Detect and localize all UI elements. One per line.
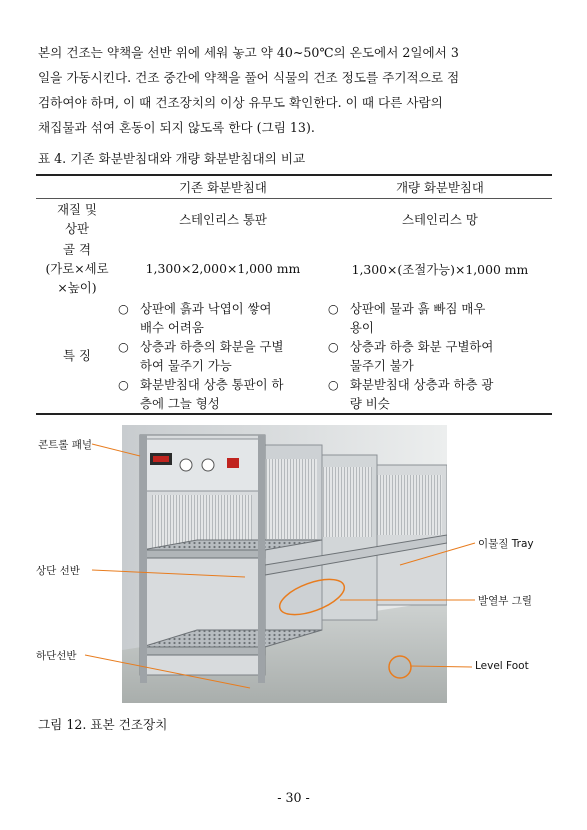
label-lower-shelf: 하단선반 [36,650,77,662]
feature-line: 상판에 흙과 낙엽이 쌓여 [140,300,272,316]
circle-bullet-icon: ○ [118,338,129,354]
feature-item [118,299,328,337]
row-label-material [36,199,118,239]
header-empty [36,175,118,199]
feature-item [328,337,552,375]
circle-bullet-icon: ○ [118,376,129,392]
page-number: - 30 - [277,790,310,805]
circle-bullet-icon: ○ [327,300,339,316]
feature-line: 량 비슷 [349,395,390,411]
feature-item [328,299,552,337]
cell-existing-frame: 1,300×2,000×1,000 mm [145,261,301,276]
feature-item [118,375,328,413]
cell-existing-features [118,299,328,414]
row-label-line: 골 격 [63,242,91,257]
feature-line: 화분받침대 상층과 하층 광 [349,376,494,392]
paragraph-line: 본의 건조는 약책을 선반 위에 세워 놓고 약 40~50℃의 온도에서 2일에서 3 [38,45,459,60]
cell-improved-material: 스테인리스 망 [402,211,478,227]
feature-line: 층에 그늘 형성 [140,395,220,411]
paragraph-line: 일을 가동시킨다. 건조 중간에 약책을 풀어 식물의 건조 정도를 주기적으로 점 [38,70,460,85]
feature-line: 상층과 하층 화분 구별하여 [349,338,494,354]
circle-bullet-icon: ○ [118,300,129,316]
label-level-foot: Level Foot [475,660,529,672]
row-label-frame [36,239,118,299]
feature-item [328,375,552,413]
feature-line: 화분받침대 상층 통판이 하 [140,376,284,392]
body-paragraph [38,40,550,140]
table-row-material [36,199,552,239]
comparison-table [36,174,552,415]
cell-improved-frame: 1,300×(조절가능)×1,000 mm [351,261,529,277]
row-label-line: 재질 및 [57,201,97,217]
table-row-frame [36,239,552,299]
row-label-line: (가로×세로 [45,261,109,276]
feature-line: 하여 물주기 가능 [140,357,232,373]
drying-apparatus-photo [122,425,447,703]
table-header-row [36,175,552,199]
header-improved: 개량 화분받침대 [328,175,552,199]
row-label-line: 상판 [65,220,89,236]
feature-line: 상판에 물과 흙 빠짐 매우 [349,300,486,316]
feature-line: 용이 [349,319,374,335]
feature-line: 물주기 불가 [349,357,414,373]
table-caption: 표 4. 기존 화분받침대와 개량 화분받침대의 비교 [38,151,306,166]
label-tray: 이물질 Tray [478,538,534,550]
paragraph-line: 검하여야 하며, 이 때 건조장치의 이상 유무도 확인한다. 이 때 다른 사람의 [38,95,443,110]
label-control-panel: 콘트롤 패널 [38,439,93,451]
header-existing: 기존 화분받침대 [118,175,328,199]
figure-caption: 그림 12. 표본 건조장치 [38,717,168,732]
circle-bullet-icon: ○ [327,376,339,392]
label-upper-shelf: 상단 선반 [36,565,80,577]
circle-bullet-icon: ○ [327,338,339,354]
row-label-line: ×높이) [57,280,97,295]
feature-item [118,337,328,375]
cell-improved-features [328,299,552,414]
feature-line: 상층과 하층의 화분을 구별 [140,338,284,354]
label-heater-grill: 발열부 그릴 [478,595,533,607]
table-row-features [36,299,552,414]
paragraph-line: 채집물과 섞여 혼동이 되지 않도록 한다 (그림 13). [38,120,315,135]
row-label-features: 특 징 [36,299,118,414]
feature-line: 배수 어려움 [140,319,204,335]
cell-existing-material: 스테인리스 통판 [179,211,267,227]
